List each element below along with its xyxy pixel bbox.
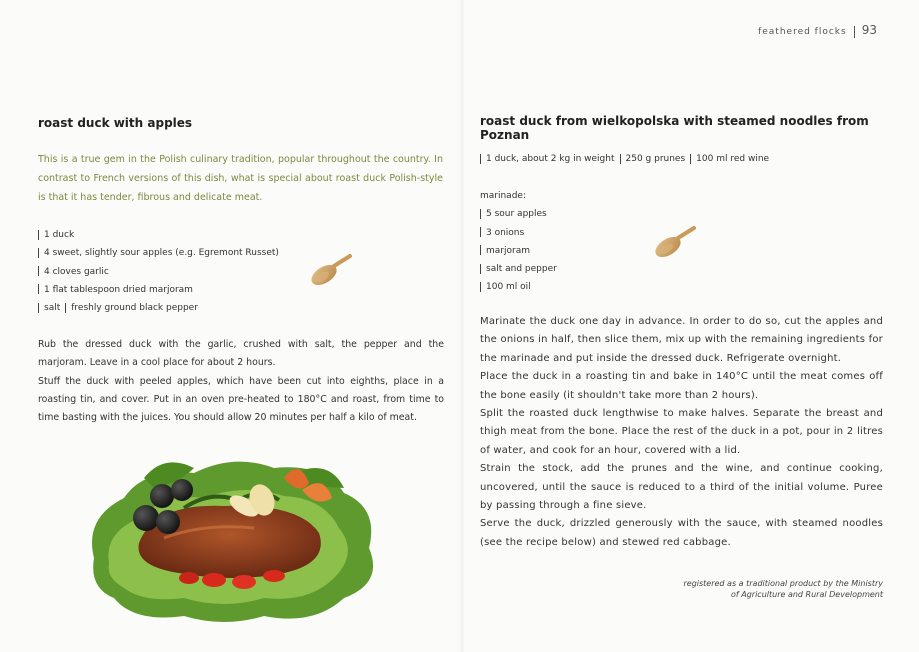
left-method-text: [38, 336, 444, 427]
left-ingredient-list: [38, 226, 318, 317]
left-recipe-title: roast duck with apples: [38, 116, 193, 130]
wooden-scoop-icon: [650, 222, 700, 262]
header-divider: [854, 26, 855, 38]
method-paragraph: Serve the duck, drizzled generously with the sauce, with steamed noodles (see the recipe below) and stewed red cabbage.: [480, 518, 883, 548]
ingredient-item: marjoram: [480, 242, 680, 260]
ingredient-item: salt and pepper: [480, 260, 680, 278]
ingredient-item: 250 g prunes: [625, 154, 686, 164]
ingredient-item: 3 onions: [480, 224, 680, 242]
right-method-text: [480, 313, 883, 552]
method-paragraph: Place the duck in a roasting tin and bake in 140°C until the meat comes off the bone easily (it shouldn't take more than 2 hours).: [480, 371, 883, 401]
page-number: 93: [861, 23, 877, 37]
ingredient-item: 100 ml red wine: [696, 154, 770, 164]
method-paragraph: Rub the dressed duck with the garlic, crushed with salt, the pepper and the marjoram. Leave in a cool place for about 2 hours.: [38, 339, 444, 369]
ingredient-item: 100 ml oil: [480, 278, 680, 296]
ingredient-item: 4 cloves garlic: [38, 263, 318, 281]
ingredient-item: 1 flat tablespoon dried marjoram: [38, 281, 318, 299]
page-fold: [459, 0, 465, 652]
right-base-ingredients: [480, 150, 880, 168]
running-header: [758, 23, 877, 38]
ingredient-item: salt freshly ground black pepper: [38, 299, 318, 317]
ingredient-item: 5 sour apples: [480, 205, 680, 223]
method-paragraph: Marinate the duck one day in advance. In order to do so, cut the apples and the onions in half, then slice them, mix up with the remaining ingredients for the marinade and put inside the dressed duck. Refrigerate overnight.: [480, 316, 883, 364]
method-paragraph: Stuff the duck with peeled apples, which have been cut into eighths, place in a roasting tin, and cover. Put in an oven pre-heated to 180°C and roast, from time to time basting with the juices. You should allow 20 minutes per half a kilo of meat.: [38, 375, 444, 424]
section-name: feathered flocks: [758, 27, 847, 37]
marinade-label: marinade:: [480, 191, 526, 201]
roast-duck-photo: [84, 448, 384, 626]
method-paragraph: Split the roasted duck lengthwise to make halves. Separate the breast and thigh meat from the bone. Place the rest of the duck in a pot, pour in 2 litres of water, and cook for an hour, covered with a lid.: [480, 408, 883, 456]
method-paragraph: Strain the stock, add the prunes and the wine, and continue cooking, uncovered, until the sauce is reduced to a third of the initial volume. Puree by passing through a fine sieve.: [480, 463, 883, 512]
ingredient-item: 1 duck, about 2 kg in weight: [486, 154, 615, 164]
wooden-scoop-icon: [306, 250, 356, 290]
ingredient-item: 4 sweet, slightly sour apples (e.g. Egremont Russet): [38, 244, 318, 262]
left-recipe-intro: This is a true gem in the Polish culinary tradition, popular throughout the country. In contrast to French versions of this dish, what is special about roast duck Polish-style is that it has tender, fibrous and delicate meat.: [38, 154, 443, 203]
footnote: registered as a traditional product by the Ministry of Agriculture and Rural Development: [683, 579, 883, 599]
right-recipe-title: roast duck from wielkopolska with steamed noodles from Poznan: [480, 114, 869, 142]
ingredient-item: 1 duck: [38, 226, 318, 244]
